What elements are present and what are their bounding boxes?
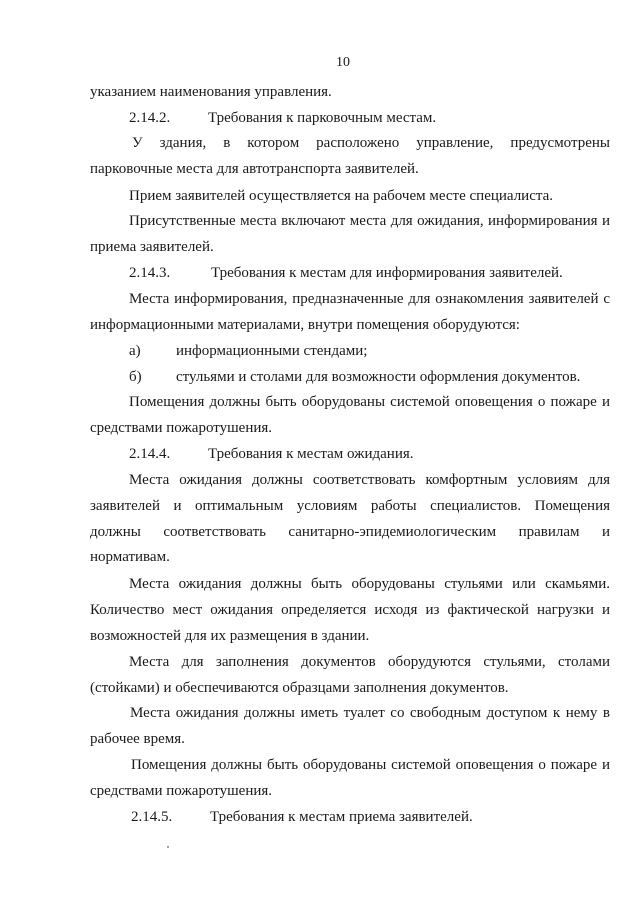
scan-speck <box>167 846 169 848</box>
text-line: Количество мест ожидания определяется исходя из фактической нагрузки и <box>90 602 610 618</box>
text-line: Места информирования, предназначенные для ознакомления заявителей с <box>129 291 610 307</box>
section-number: 2.14.4. <box>129 446 171 462</box>
list-text: стульями и столами для возможности оформления документов. <box>176 369 581 385</box>
text-line: (стойками) и обеспечиваются образцами заполнения документов. <box>90 680 509 696</box>
list-marker: б) <box>129 369 142 385</box>
text-line: Прием заявителей осуществляется на рабочем месте специалиста. <box>129 188 554 204</box>
page-number: 10 <box>336 55 350 70</box>
text-line: Места ожидания должны иметь туалет со свободным доступом к нему в <box>130 705 610 721</box>
section-number: 2.14.2. <box>129 110 171 126</box>
text-line: Места ожидания должны быть оборудованы стульями или скамьями. <box>129 576 610 592</box>
list-item <box>129 342 610 360</box>
section-number: 2.14.5. <box>131 809 173 825</box>
list-item <box>129 368 610 386</box>
section-number: 2.14.3. <box>129 265 171 281</box>
section-heading <box>129 445 610 463</box>
text-line: Помещения должны быть оборудованы системой оповещения о пожаре и <box>129 394 610 410</box>
text-line: Помещения должны быть оборудованы системой оповещения о пожаре и <box>131 757 610 773</box>
list-marker: а) <box>129 343 141 359</box>
text-line: средствами пожаротушения. <box>90 783 273 799</box>
section-heading <box>129 264 610 282</box>
text-line: парковочные места для автотранспорта заявителей. <box>90 161 419 177</box>
list-text: информационными стендами; <box>176 343 368 359</box>
text-line: нормативам. <box>90 549 170 565</box>
text-line: рабочее время. <box>90 731 185 747</box>
section-heading <box>129 109 610 127</box>
section-title: Требования к местам ожидания. <box>208 446 414 462</box>
text-line: Места для заполнения документов оборудуются стульями, столами <box>129 654 610 670</box>
section-heading <box>131 808 612 826</box>
section-title: Требования к местам приема заявителей. <box>210 809 473 825</box>
text-line: возможностей для их размещения в здании. <box>90 628 370 644</box>
text-line: Присутственные места включают места для ожидания, информирования и <box>129 213 610 229</box>
text-line: заявителей и оптимальным условиям работы специалистов. Помещения <box>90 498 610 514</box>
text-line: У здания, в котором расположено управление, предусмотрены <box>132 135 610 151</box>
section-title: Требования к парковочным местам. <box>208 110 437 126</box>
text-line: Места ожидания должны соответствовать комфортным условиям для <box>129 472 610 488</box>
text-line: информационными материалами, внутри помещения оборудуются: <box>90 317 520 333</box>
text-line: должны соответствовать санитарно-эпидемиологическим правилам и <box>90 524 610 540</box>
text-line: средствами пожаротушения. <box>90 420 273 436</box>
section-title: Требования к местам для информирования заявителей. <box>211 265 563 281</box>
text-line: указанием наименования управления. <box>90 84 332 100</box>
text-line: приема заявителей. <box>90 239 214 255</box>
